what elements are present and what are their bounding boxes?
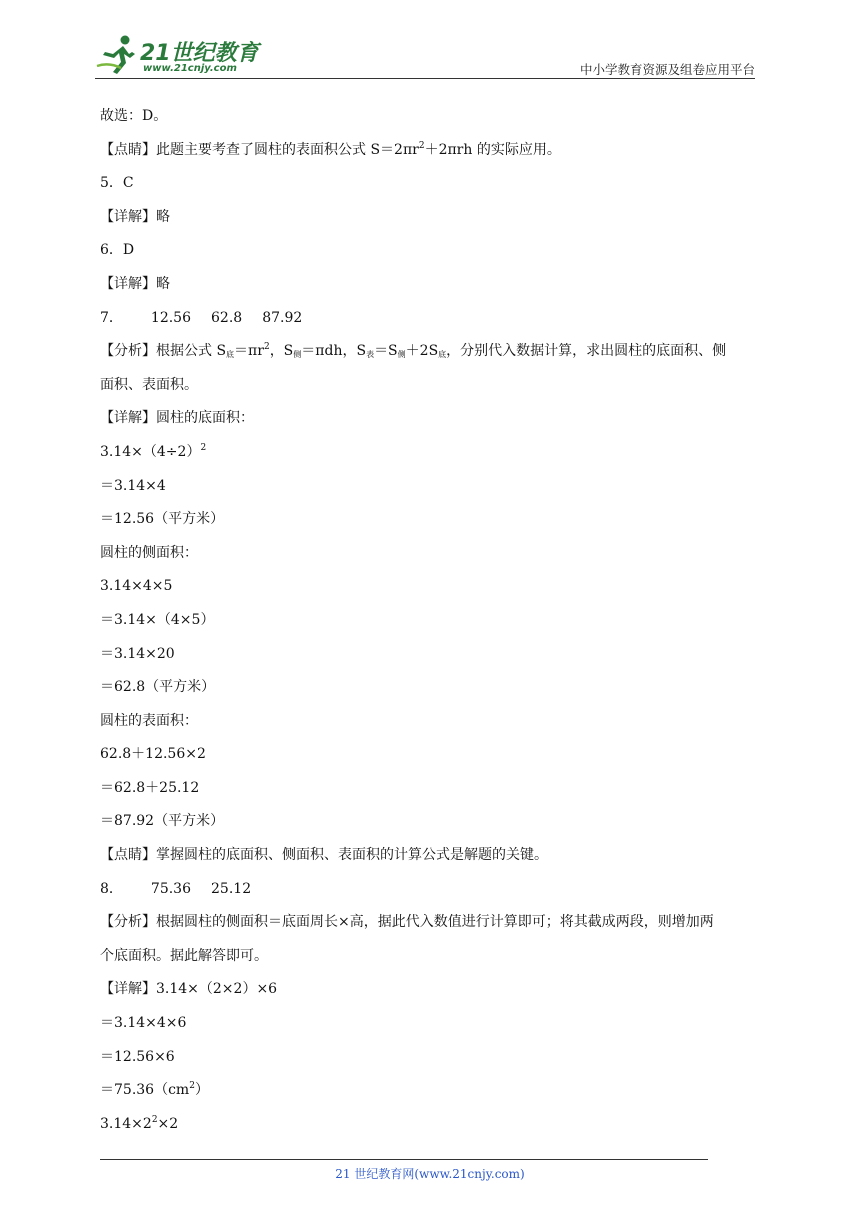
text-line: $=75.36(cm^2)$ [100,1081,209,1099]
page-footer[interactable]: 21 世纪教育网(www.21cnjy.com) [335,1167,525,1181]
text-line: ＝12.56×6 [100,1048,175,1065]
text-line: ＝3.14×4 [100,477,166,494]
text-line: 【详解】圆柱的底面积： [100,410,254,427]
site-logo [95,32,265,76]
answer-8: 8． 75.36 25.12 [100,880,252,897]
text-line: 【详解】略 [100,275,170,292]
page-header [95,30,755,80]
text-line: ＝87.92（平方米） [100,813,225,830]
text-line: ＝3.14×20 [100,645,175,662]
text-line: 【分析】根据公式 $S_底=\pi r^2$，$S_侧=\pi dh$，$S_表=S_侧+2S_底$，分别代入数据计算，求出圆柱的底面积、侧 [100,342,727,360]
text-line: 【点睛】此题主要考查了圆柱的表面积公式 $S=2\pi r^2+2\pi rh$ 的实际应用。 [100,140,561,158]
answer-7: 7． 12.56 62.8 87.92 [100,309,303,326]
text-line: 个底面积。据此解答即可。 [100,947,268,964]
text-line: ＝3.14×（4×5） [100,611,215,628]
text-line: ＝62.8（平方米） [100,679,216,696]
header-platform-name: 中小学教育资源及组卷应用平台 [579,62,755,77]
document-body [100,100,765,1141]
footer-divider [100,1159,708,1160]
text-line: 面积、表面积。 [100,376,198,393]
runner-logo-icon [95,32,139,76]
text-line: ＝62.8＋25.12 [100,779,200,796]
text-line: $3.14\times 2^2\times 2$ [100,1114,179,1132]
text-line: 62.8＋12.56×2 [100,746,206,763]
text-line: 【详解】略 [100,208,170,225]
text-line: 圆柱的侧面积： [100,544,198,561]
text-line: 【点睛】掌握圆柱的底面积、侧面积、表面积的计算公式是解题的关键。 [100,847,548,864]
text-line: $3.14\times(4\div 2)^2$ [100,442,207,460]
answer-5: 5．C [100,175,134,192]
text-line: 圆柱的表面积： [100,712,198,729]
logo-url: www.21cnjy.com [143,63,237,74]
text-line: ＝12.56（平方米） [100,511,225,528]
text-line: 故选：D。 [100,108,168,124]
answer-6: 6．D [100,242,135,259]
text-line: 【详解】3.14×（2×2）×6 [100,981,278,998]
logo-text: 21世纪教育 [140,41,259,66]
text-line: 【分析】根据圆柱的侧面积＝底面周长×高，据此代入数值进行计算即可；将其截成两段，则增加两 [100,914,714,931]
header-divider [95,78,755,79]
text-line: 3.14×4×5 [100,578,173,595]
text-line: ＝3.14×4×6 [100,1015,187,1032]
